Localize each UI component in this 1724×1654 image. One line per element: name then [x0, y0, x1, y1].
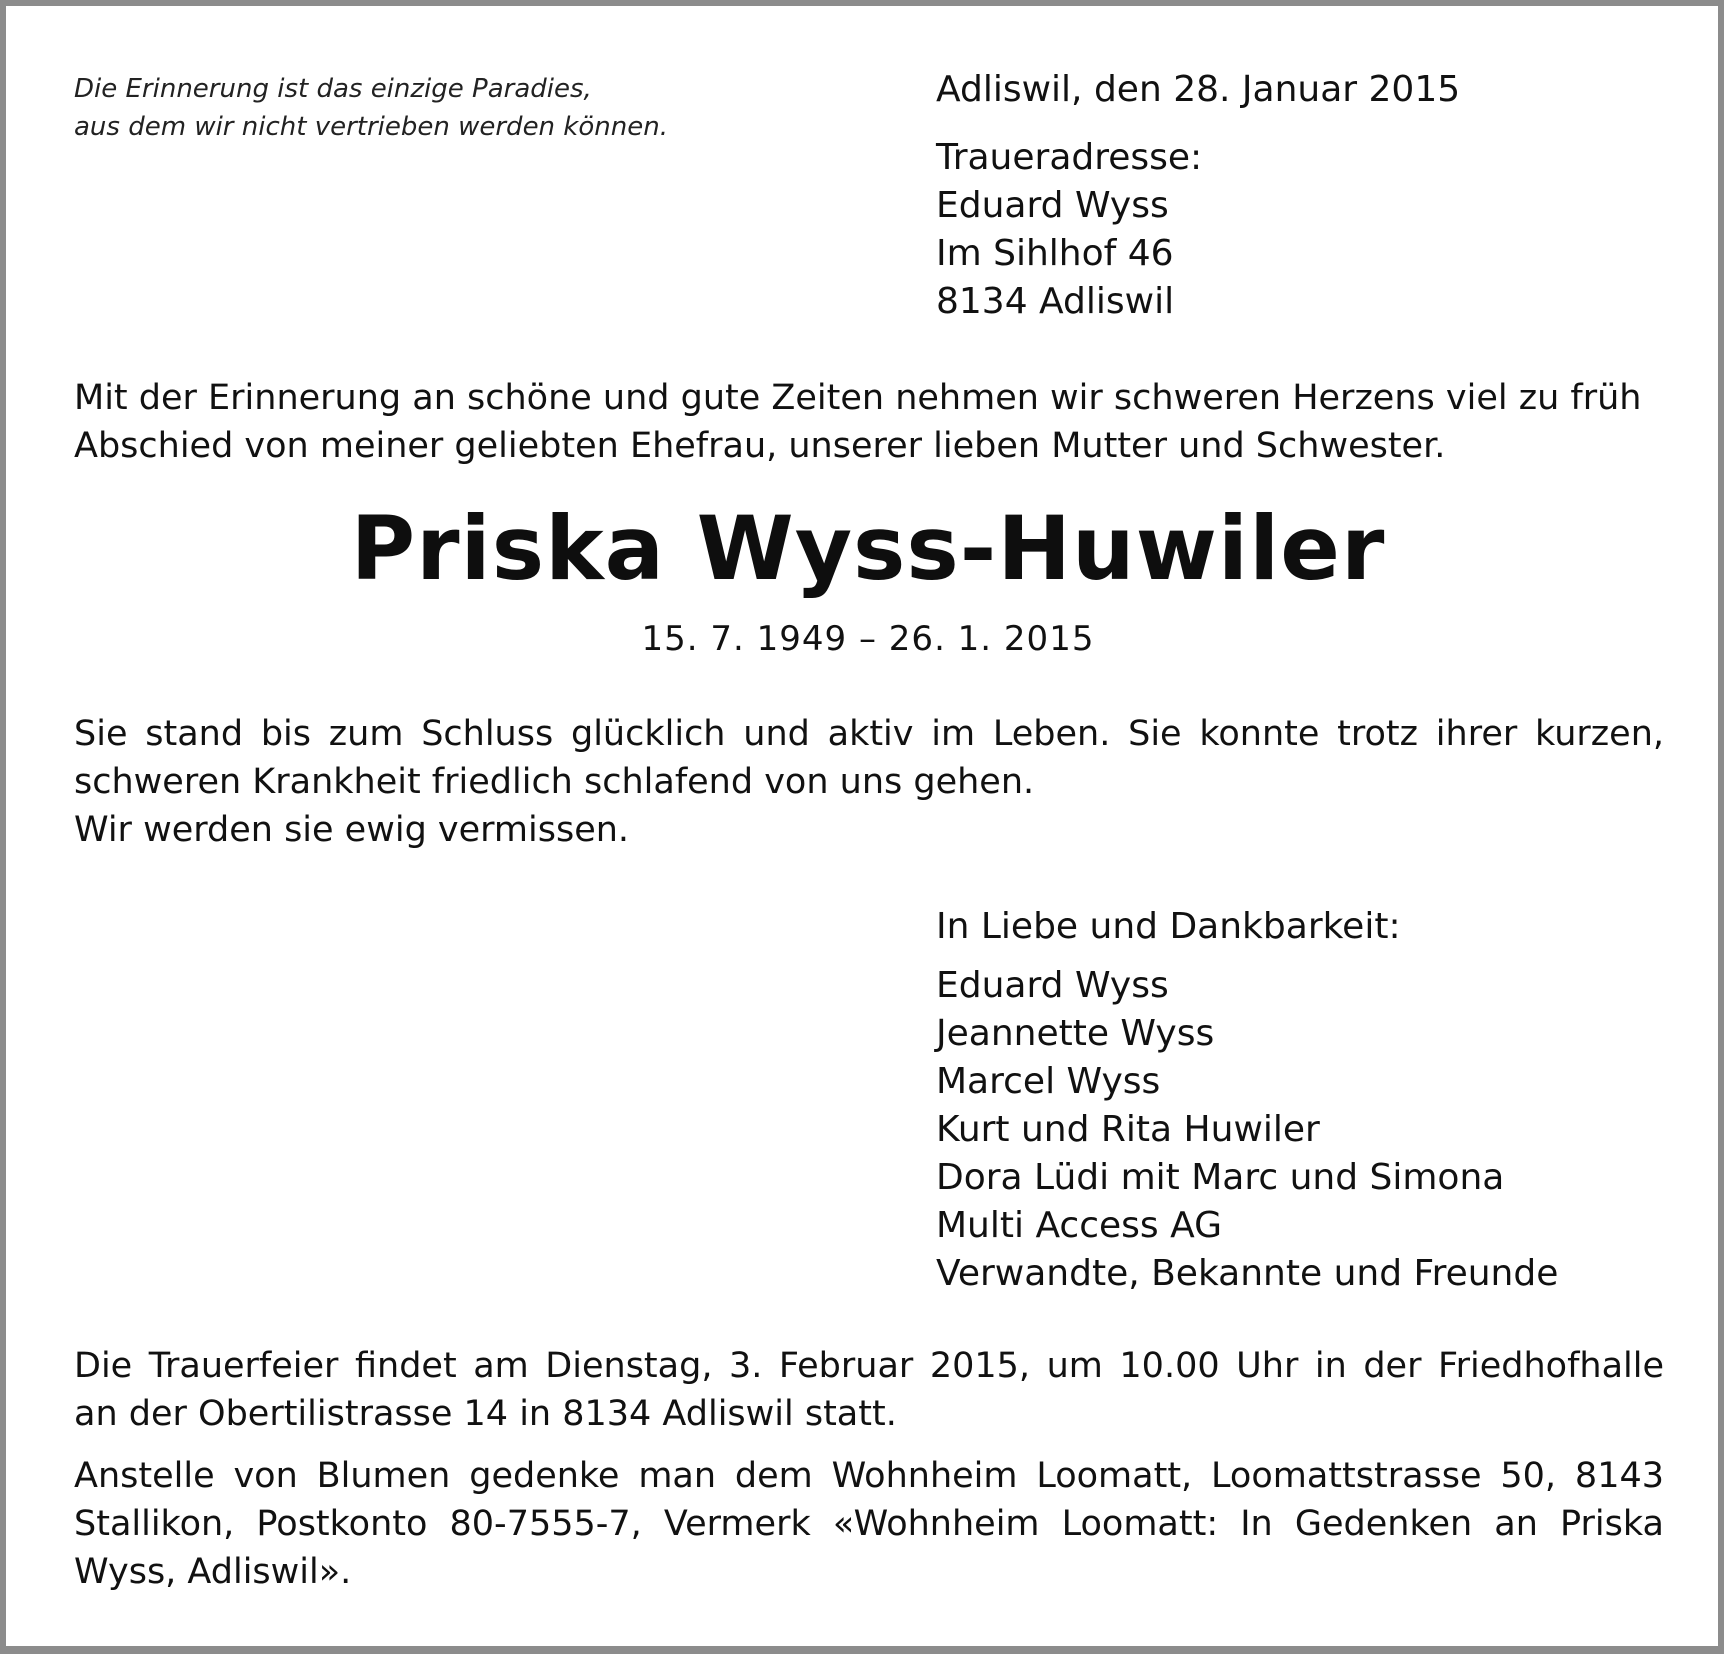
mourner-name: Jeannette Wyss	[936, 1013, 1215, 1054]
tribute-paragraph	[74, 710, 1664, 854]
tribute-line: Sie stand bis zum Schluss glücklich und aktiv im Leben. Sie konnte trotz ihrer kurzen,	[74, 714, 1664, 754]
address-name: Eduard Wyss	[936, 185, 1169, 226]
address-city: 8134 Adliswil	[936, 281, 1175, 322]
life-dates: 15. 7. 1949 – 26. 1. 2015	[641, 619, 1095, 659]
mourner-name: Multi Access AG	[936, 1205, 1223, 1246]
donation-line: Wyss, Adliswil».	[74, 1552, 352, 1592]
address-label: Traueradresse:	[936, 137, 1203, 178]
donation-line: Stallikon, Postkonto 80-7555-7, Vermerk «Wohnheim Loomatt: In Gedenken an Priska	[74, 1504, 1664, 1544]
mourning-address	[936, 134, 1202, 326]
ceremony-line: an der Obertilistrasse 14 in 8134 Adliswil statt.	[74, 1394, 897, 1434]
intro-line: Abschied von meiner geliebten Ehefrau, unserer lieben Mutter und Schwester.	[74, 426, 1446, 466]
donation-notice	[74, 1452, 1664, 1596]
ceremony-line: Die Trauerfeier findet am Dienstag, 3. Februar 2015, um 10.00 Uhr in der Friedhofhalle	[74, 1346, 1664, 1386]
deceased-name: Priska Wyss-Huwiler	[350, 497, 1386, 600]
place-date: Adliswil, den 28. Januar 2015	[936, 69, 1461, 110]
mourners-heading: In Liebe und Dankbarkeit:	[936, 906, 1401, 947]
mourner-name: Marcel Wyss	[936, 1061, 1161, 1102]
mourner-name: Verwandte, Bekannte und Freunde	[936, 1253, 1559, 1294]
tribute-line: schweren Krankheit friedlich schlafend von uns gehen.	[74, 762, 1035, 802]
donation-line: Anstelle von Blumen gedenke man dem Wohnheim Loomatt, Loomattstrasse 50, 8143	[74, 1456, 1664, 1496]
mourner-name: Kurt und Rita Huwiler	[936, 1109, 1320, 1150]
tribute-line: Wir werden sie ewig vermissen.	[74, 810, 630, 850]
motto-line: Die Erinnerung ist das einzige Paradies,	[74, 74, 592, 104]
intro-line: Mit der Erinnerung an schöne und gute Zeiten nehmen wir schweren Herzens viel zu früh	[74, 378, 1642, 418]
mourners-list	[936, 962, 1558, 1298]
ceremony-notice	[74, 1342, 1664, 1438]
mourner-name: Eduard Wyss	[936, 965, 1169, 1006]
address-street: Im Sihlhof 46	[936, 233, 1174, 274]
motto-line: aus dem wir nicht vertrieben werden können.	[74, 112, 668, 142]
motto-quote	[74, 70, 834, 146]
mourner-name: Dora Lüdi mit Marc und Simona	[936, 1157, 1505, 1198]
intro-paragraph	[74, 374, 1664, 470]
